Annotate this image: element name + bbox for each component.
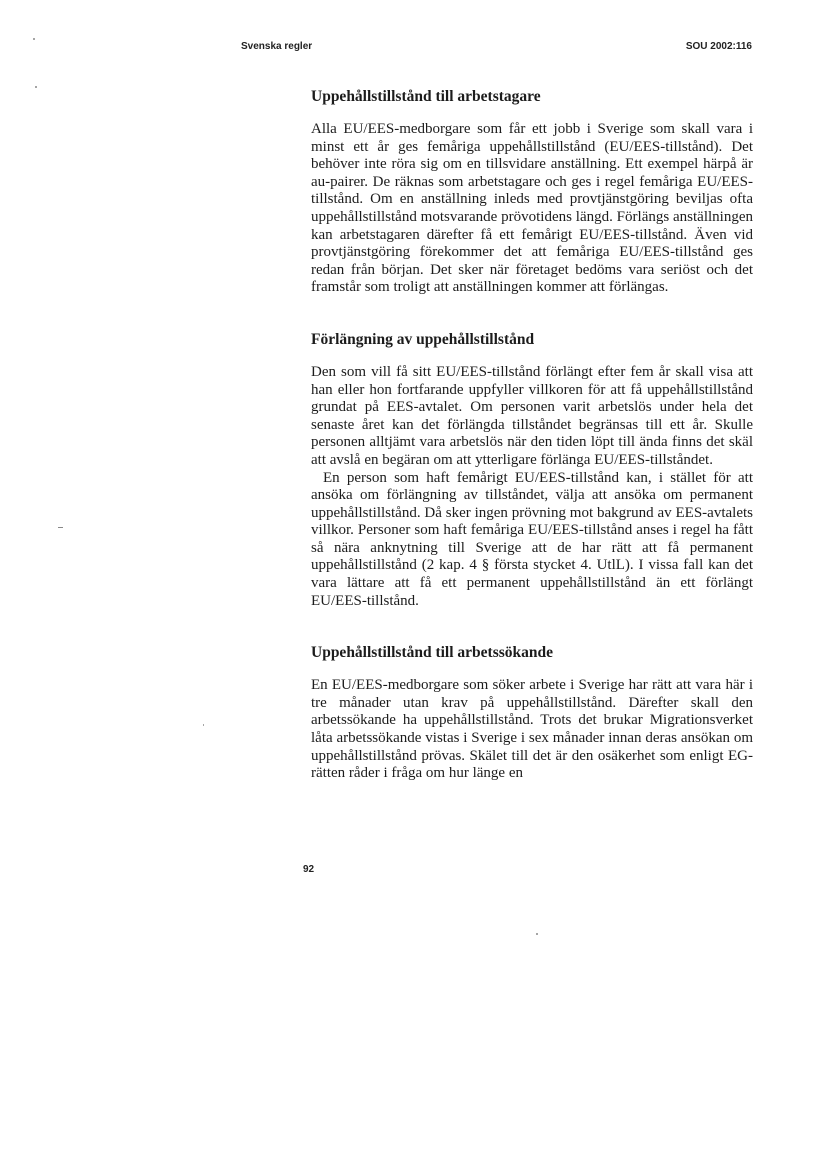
- body-paragraph: En EU/EES-medborgare som söker arbete i Sverige har rätt att vara här i tre månader utan krav på uppehållstillstånd. Därefter skall den arbetssökande ha uppehållstillstånd. Trots det brukar Migrationsverket låta arbetssökande vistas i Sverige i sex månader innan deras ansökan om uppehållstillstånd prövas. Skälet till det är den osäkerhet som enligt EG-rätten råder i fråga om hur länge en: [311, 677, 753, 782]
- page-number: 92: [303, 864, 315, 875]
- body-paragraph: En person som haft femårigt EU/EES-tillstånd kan, i stället för att ansöka om förlängning av tillståndet, välja att ansöka om permanent uppehållstillstånd. Då sker ingen prövning mot bakgrund av EES-avtalets villkor. Personer som haft femåriga EU/EES-tillstånd anses i regel ha fått så nära anknytning till Sverige att de har rätt att få permanent uppehållstillstånd (2 kap. 4 § första stycket 4. UtlL). I vissa fall kan det vara lättare att få ett permanent uppehållstillstånd än ett förlängt EU/EES-tillstånd.: [311, 469, 753, 609]
- header-document-title: Svenska regler: [241, 41, 313, 52]
- scan-speck: [203, 724, 204, 726]
- section-arbetssokande: [311, 644, 753, 783]
- section-heading: Uppehållstillstånd till arbetssökande: [311, 644, 554, 662]
- section-heading: Förlängning av uppehållstillstånd: [311, 330, 535, 348]
- scan-speck: [33, 38, 35, 40]
- scan-speck: [35, 86, 37, 88]
- running-header: [241, 41, 752, 57]
- section-arbetstagare: [311, 88, 753, 297]
- scan-speck: [536, 933, 538, 935]
- body-paragraph: Alla EU/EES-medborgare som får ett jobb i Sverige som skall vara i minst ett år ges femåriga uppehållstillstånd (EU/EES-tillstånd). Det behöver inte röra sig om en tillsvidare anställning. Ett exempel härpå är au-pairer. De räknas som arbetstagare och ges i regel femåriga EU/EES-tillstånd. Om en anställning inleds med provtjänstgöring beviljas ofta uppehållstillstånd motsvarande prövotidens längd. Förlängs anställningen kan arbetstagaren därefter få ett femårigt EU/EES-tillstånd. Även vid provtjänstgöring förekommer det att femåriga EU/EES-tillstånd ges redan från början. Det sker när företaget bedöms vara seriöst och det framstår som troligt att anställningen kommer att förlängas.: [311, 121, 753, 296]
- header-document-reference: SOU 2002:116: [685, 41, 752, 52]
- section-heading: Uppehållstillstånd till arbetstagare: [311, 88, 541, 105]
- scan-speck: [58, 527, 63, 528]
- body-paragraph: Den som vill få sitt EU/EES-tillstånd förlängt efter fem år skall visa att han eller hon fortfarande uppfyller villkoren för att få uppehållstillstånd grundat på EES-avtalet. Om personen varit arbetslös under hela det senaste året kan det förlängda tillståndet begränsas till ett år. Skulle personen alltjämt vara arbetslös när den tiden löpt till ända finns det skäl att avslå en begäran om att ytterligare förlänga EU/EES-tillståndet.: [311, 363, 753, 468]
- page-content: [311, 88, 753, 817]
- section-forlangning: [311, 331, 753, 610]
